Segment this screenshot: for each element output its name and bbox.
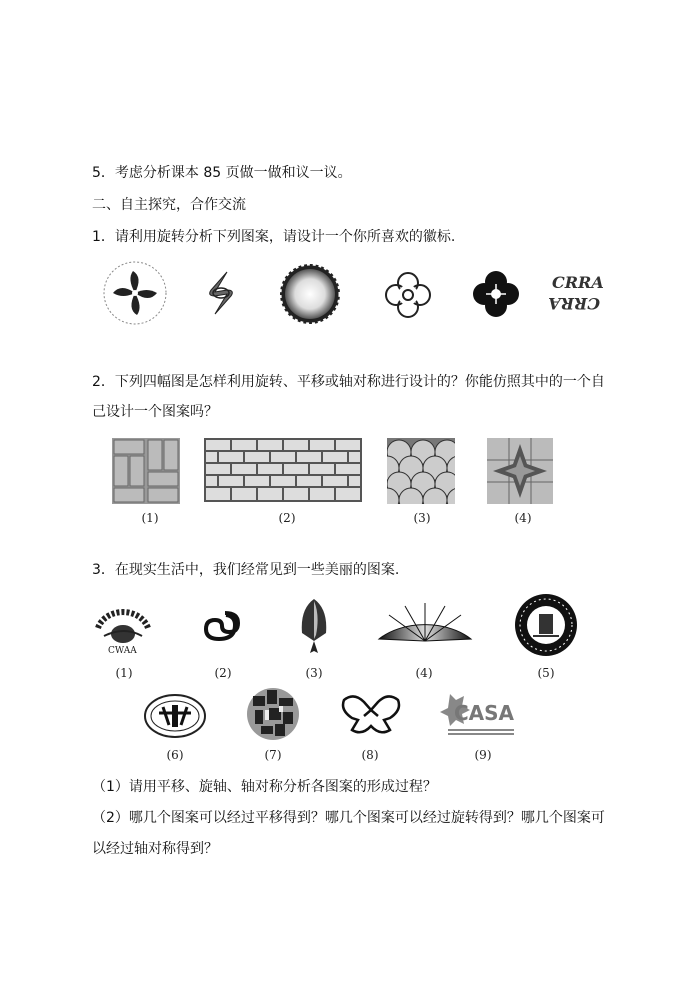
cwaa-text: CWAA [108,646,137,656]
logo-round-seal [513,592,579,658]
logo-fan [377,601,473,645]
row3-caption-5: (5) [537,666,555,680]
row3-caption-7: (7) [264,748,282,762]
logo-cwaa [90,598,156,656]
sub-question-1-text: （1）请用平移、旋轴、轴对称分析各图案的形成过程？ [92,779,437,795]
question-3-text: 3．在现实生活中，我们经常见到一些美丽的图案. [92,562,400,578]
star-tile-image [487,438,553,504]
row3-caption-2: (2) [214,666,232,680]
casa-text: CASA [454,701,515,725]
row3-caption-1: (1) [115,666,133,680]
question-1-text: 1．请利用旋转分析下列图案，请设计一个你所喜欢的徽标. [92,229,456,245]
logo-hands-outline [340,690,402,738]
logo-spiral [198,608,246,644]
logo-oval-emblem [143,693,207,739]
item-5-text: 5．考虑分析课本 85 页做一做和议一议。 [92,165,352,181]
question-2-text-line1: 2．下列四幅图是怎样利用旋转、平移或轴对称进行设计的？你能仿照其中的一个自 [92,374,605,390]
row2-caption-4: (4) [514,511,532,525]
row3-caption-9: (9) [474,748,492,762]
logo-casa [440,690,522,738]
logo-crra [548,270,608,320]
scale-pattern-image [387,438,455,504]
sub-question-2-text-line1: （2）哪几个图案可以经过平移得到？哪几个图案可以经过旋转得到？哪几个图案可 [92,810,605,826]
logo-bell [292,595,336,657]
row2-caption-3: (3) [413,511,431,525]
question-2-text-line2: 己设计一个图案吗？ [92,404,218,420]
row2-caption-2: (2) [278,511,296,525]
row2-caption-1: (1) [141,511,159,525]
logo-quatrefoil-filled [470,268,522,320]
crra-bottom-text: CRRA [548,294,600,313]
row3-caption-8: (8) [361,748,379,762]
tile-pattern-image [112,438,180,504]
logo-quatrefoil-outline [383,270,433,320]
row3-caption-6: (6) [166,748,184,762]
logo-swirl-circle [100,258,170,328]
row3-caption-4: (4) [415,666,433,680]
crra-top-text: CRRA [552,273,604,292]
logo-gear-circle [278,262,342,326]
logo-s-shape [201,268,241,318]
sub-question-2-text-line2: 以经过轴对称得到？ [92,841,218,857]
brick-wall-image [204,438,362,502]
section-2-heading: 二、自主探究，合作交流 [92,197,246,213]
row3-caption-3: (3) [305,666,323,680]
logo-mosaic-circle [245,686,301,742]
